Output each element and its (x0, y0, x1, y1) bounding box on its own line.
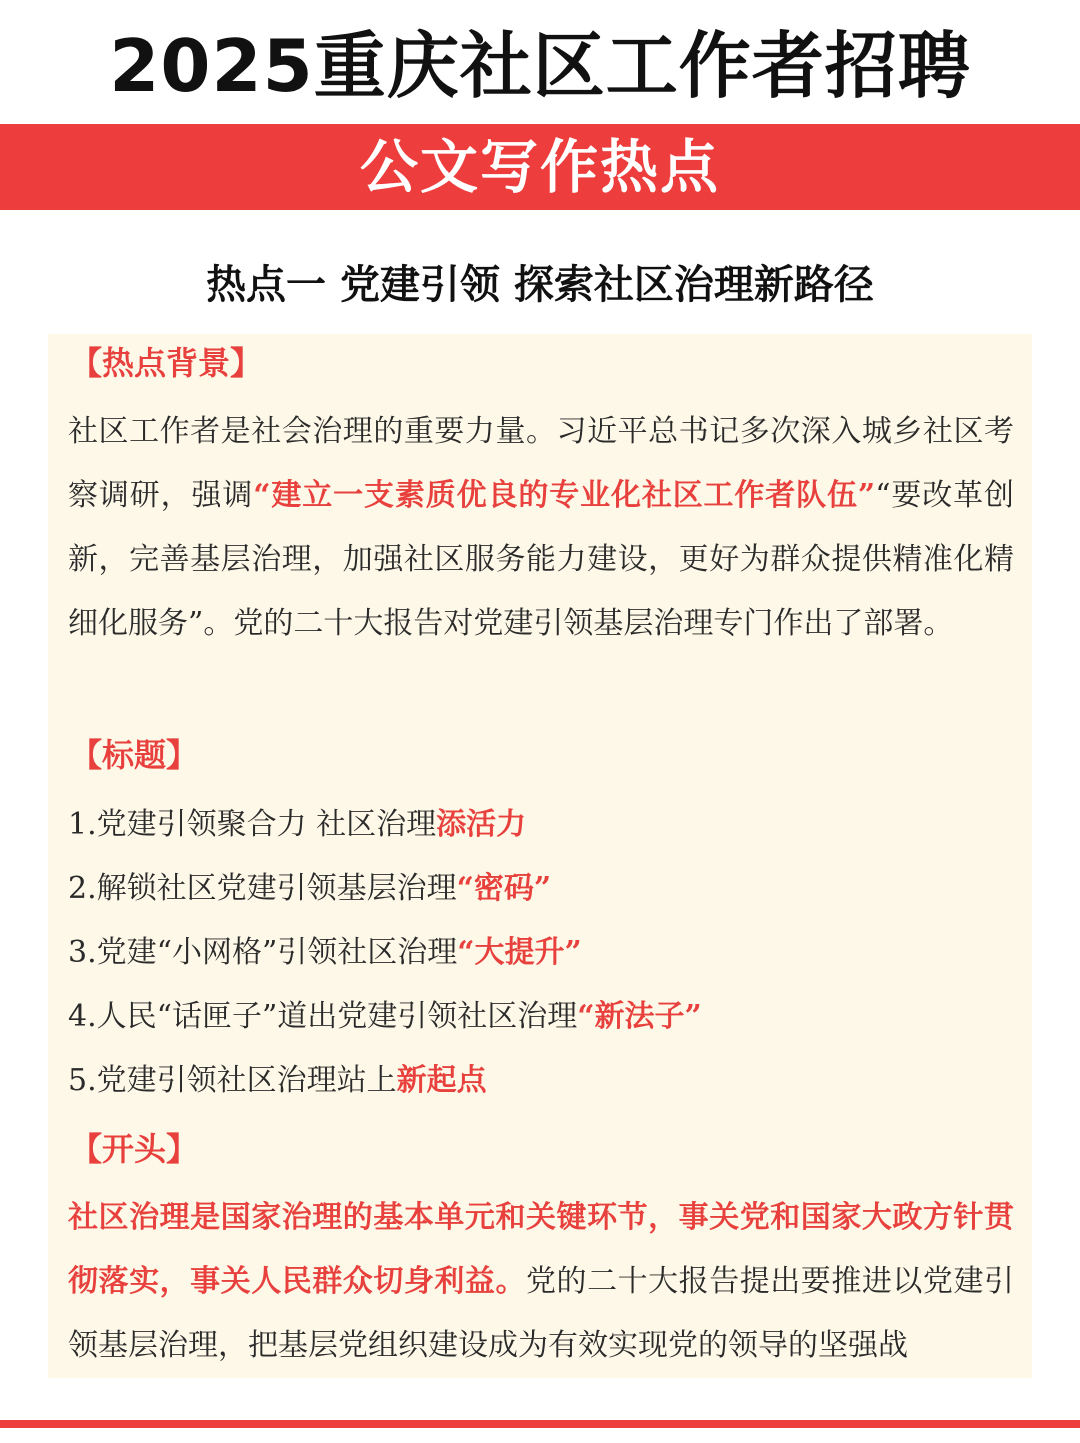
background-text-2: “要改革创新，完善基层治理，加强社区服务能力建设，更好为群众提供精准化精细化服务”。党的二十大报告对党建引领基层治理专门作出了部署。 (68, 478, 1015, 641)
title-item-text: 5.党建引领社区治理站上 (68, 1063, 397, 1098)
title-item-highlight: 新起点 (396, 1063, 487, 1098)
titles-heading: 【标题】 (70, 736, 199, 774)
background-heading: 【热点背景】 (70, 344, 263, 382)
title-item-text: 1.党建引领聚合力 社区治理 (68, 807, 437, 842)
title-item (68, 1058, 1014, 1104)
opening-text: 党的二十大报告提出要推进以党建引领基层治理，把基层党组织建设成为有效实现党的领导的坚强战 (68, 1264, 1014, 1363)
title-item-text: 2.解锁社区党建引领基层治理 (68, 871, 457, 906)
content-panel (48, 334, 1032, 1378)
title-item (68, 930, 1014, 976)
banner-text: 公文写作热点 (359, 133, 720, 201)
background-paragraph (68, 400, 1014, 656)
page-title: 2025重庆社区工作者招聘 (109, 24, 971, 108)
hotspot-title: 热点一 党建引领 探索社区治理新路径 (206, 262, 874, 308)
bottom-bar (0, 1420, 1080, 1428)
title-item-text: 3.党建“小网格”引领社区治理 (68, 935, 458, 970)
title-item-highlight: “密码” (456, 871, 552, 906)
title-item (68, 802, 1014, 848)
topic-banner (0, 124, 1080, 210)
title-item-text: 4.人民“话匣子”道出党建引领社区治理 (68, 999, 578, 1034)
title-item (68, 994, 1014, 1040)
opening-heading: 【开头】 (70, 1130, 199, 1168)
background-text-1: 社区工作者是社会治理的重要力量。习近平总书记多次深入城乡社区考察调研，强调 (68, 414, 1014, 513)
opening-paragraph (68, 1186, 1014, 1378)
opening-highlight: 社区治理是国家治理的基本单元和关键环节，事关党和国家大政方针贯彻落实，事关人民群众切身利益。 (68, 1200, 1014, 1299)
title-item-highlight: 添活力 (436, 807, 527, 842)
background-quote: “建立一支素质优良的专业化社区工作者队伍” (253, 478, 876, 513)
title-item-highlight: “新法子” (577, 999, 702, 1034)
title-item-highlight: “大提升” (457, 935, 582, 970)
title-item (68, 866, 1014, 912)
